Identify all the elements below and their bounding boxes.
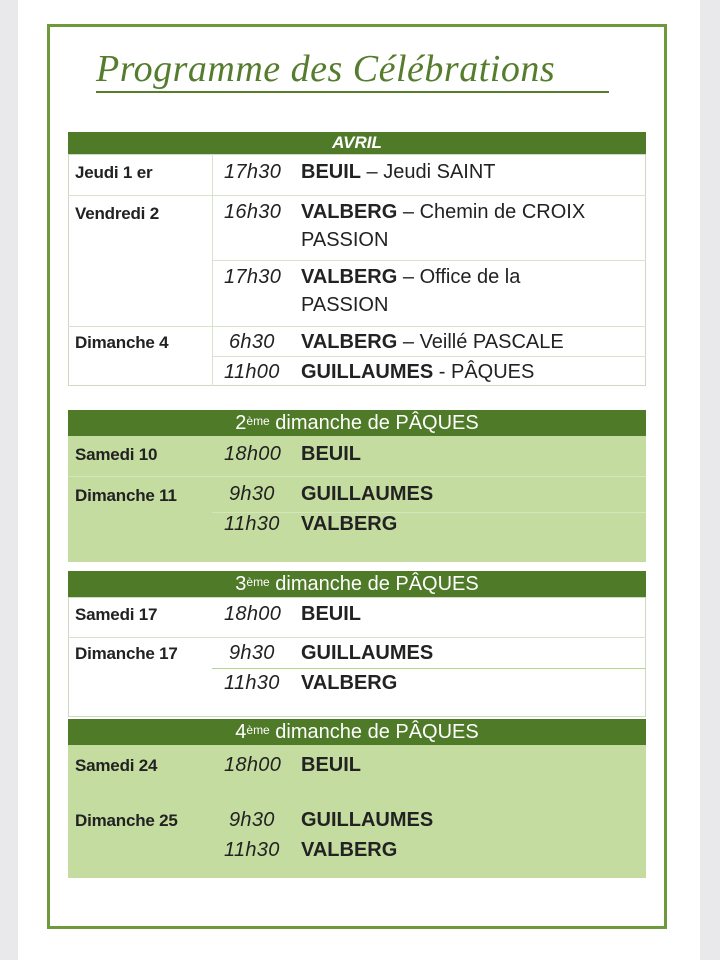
time-label: 9h30 <box>229 642 275 664</box>
header-sup: ème <box>246 414 270 428</box>
place-name: GUILLAUMES <box>301 642 434 664</box>
day-label: Dimanche 17 <box>75 644 178 663</box>
header-number: 2 <box>235 412 247 434</box>
row-divider <box>68 476 646 477</box>
header-number: 4 <box>235 721 247 743</box>
time-label: 11h00 <box>224 361 280 383</box>
celebration-desc-line2: PASSION <box>301 294 389 316</box>
time-label: 9h30 <box>229 809 275 831</box>
time-label: 6h30 <box>229 331 275 353</box>
place-name: VALBERG <box>301 839 398 861</box>
day-label: Samedi 17 <box>75 605 158 624</box>
place-name: BEUIL <box>301 754 361 776</box>
time-label: 11h30 <box>224 839 280 861</box>
day-label: Jeudi 1 er <box>75 163 153 182</box>
celebration-desc: Veillé PASCALE <box>419 331 564 353</box>
celebration-desc: Office de la <box>419 266 521 288</box>
time-label: 9h30 <box>229 483 275 505</box>
place-name: VALBERG <box>301 266 398 288</box>
separator: - <box>433 361 451 383</box>
celebration-label <box>301 161 496 184</box>
section-header-3 <box>68 571 646 597</box>
place-name: BEUIL <box>301 161 361 183</box>
day-label: Dimanche 25 <box>75 811 178 830</box>
separator: – <box>397 331 420 353</box>
day-label: Samedi 24 <box>75 756 158 775</box>
day-label: Dimanche 11 <box>75 486 177 505</box>
place-name: VALBERG <box>301 513 398 535</box>
section-header-avril: AVRIL <box>68 132 646 154</box>
header-text: dimanche de PÂQUES <box>269 573 479 595</box>
time-label: 18h00 <box>224 754 282 776</box>
place-name: VALBERG <box>301 331 398 353</box>
row-divider <box>68 637 646 638</box>
place-name: GUILLAUMES <box>301 809 434 831</box>
separator: – <box>397 266 420 288</box>
column-divider <box>212 154 213 386</box>
section-header-4 <box>68 719 646 745</box>
page-title: Programme des Célébrations <box>96 48 556 90</box>
time-label: 17h30 <box>224 266 282 288</box>
title-underline <box>96 91 609 93</box>
time-label: 11h30 <box>224 513 280 535</box>
row-divider <box>212 260 646 261</box>
time-label: 17h30 <box>224 161 282 183</box>
place-name: VALBERG <box>301 201 398 223</box>
time-label: 11h30 <box>224 672 280 694</box>
header-text: dimanche de PÂQUES <box>269 412 479 434</box>
day-label: Dimanche 4 <box>75 333 169 352</box>
place-name: GUILLAUMES <box>301 361 434 383</box>
header-text: dimanche de PÂQUES <box>269 721 479 743</box>
celebration-desc: Chemin de CROIX <box>419 201 586 223</box>
header-sup: ème <box>246 575 270 589</box>
header-number: 3 <box>235 573 247 595</box>
celebration-label <box>301 361 534 384</box>
separator: – <box>397 201 420 223</box>
section-header-2 <box>68 410 646 436</box>
celebration-desc: PÂQUES <box>451 361 535 383</box>
day-label: Samedi 10 <box>75 445 158 464</box>
row-divider <box>212 356 646 357</box>
celebration-label <box>301 201 585 224</box>
row-divider <box>68 195 646 196</box>
celebration-desc: Jeudi SAINT <box>383 161 496 183</box>
row-divider <box>212 668 646 669</box>
separator: – <box>361 161 384 183</box>
place-name: BEUIL <box>301 603 361 625</box>
celebration-label <box>301 331 564 354</box>
day-label: Vendredi 2 <box>75 204 159 223</box>
celebration-label <box>301 266 520 289</box>
row-divider <box>68 326 646 327</box>
celebration-desc-line2: PASSION <box>301 229 389 251</box>
header-sup: ème <box>246 723 270 737</box>
place-name: GUILLAUMES <box>301 483 434 505</box>
time-label: 18h00 <box>224 443 282 465</box>
time-label: 18h00 <box>224 603 282 625</box>
time-label: 16h30 <box>224 201 282 223</box>
place-name: VALBERG <box>301 672 398 694</box>
place-name: BEUIL <box>301 443 361 465</box>
